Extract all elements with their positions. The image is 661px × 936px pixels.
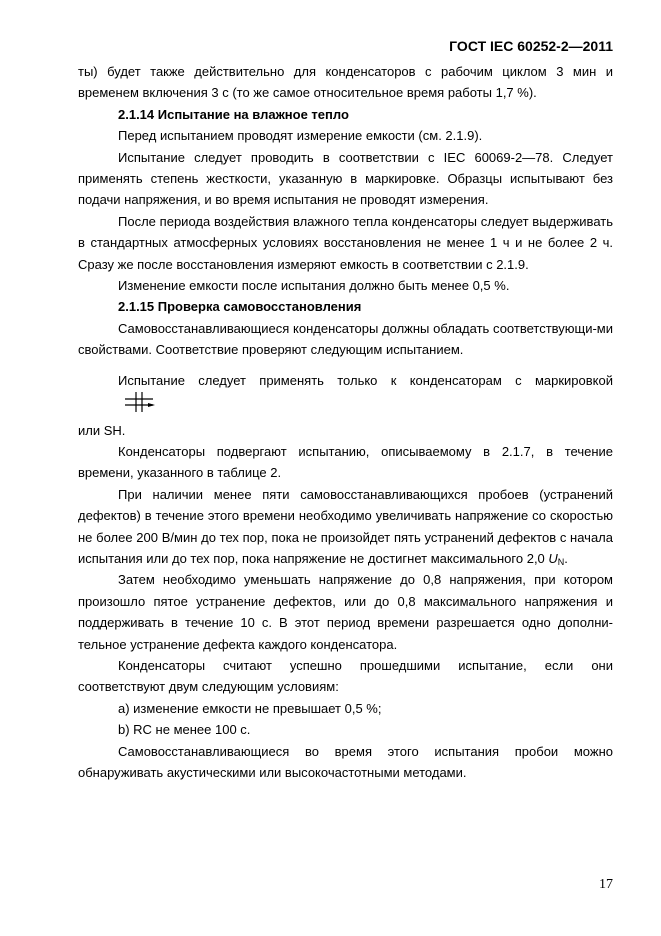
voltage-subscript: N <box>557 556 565 567</box>
voltage-variable: U <box>548 550 558 566</box>
paragraph: Испытание следует проводить в соответствии с IEC 60069-2—78. Следует применять степень жесткости, указанную в маркировке. Образцы испытывают без подачи напряжения, и во время испытания не проводят измерения. <box>78 149 613 208</box>
self-healing-capacitor-symbol-icon <box>84 391 156 419</box>
paragraph: Изменение емкости после испытания должно быть менее 0,5 %. <box>118 278 510 294</box>
page-number: 17 <box>599 877 613 892</box>
paragraph: Конденсаторы подвергают испытанию, описываемому в 2.1.7, в течение времени, указанного в таблице 2. <box>78 443 613 481</box>
paragraph-text: Испытание следует применять только к конденсаторам с маркировкой <box>118 372 613 388</box>
paragraph: Перед испытанием проводят измерение емкости (см. 2.1.9). <box>118 128 483 144</box>
document-code: ГОСТ IEC 60252-2—2011 <box>449 38 613 54</box>
paragraph: Самовосстанавливающиеся во время этого испытания пробои можно обнаруживать акустическими или высокочастотными методами. <box>78 743 613 780</box>
paragraph: Самовосстанавливающиеся конденсаторы должны обладать соответствующи-ми свойствами. Соответствие проверяют следующим испытанием. <box>78 320 613 358</box>
paragraph: Затем необходимо уменьшать напряжение до 0,8 напряжения, при котором произошло пятое устранение дефектов, или до 0,8 максимального напряжения и поддерживать в течение 10 с. В этот период времени разрешается одно дополни-тельное устранение дефекта каждого конденсатора. <box>78 572 613 652</box>
section-heading-2-1-15: 2.1.15 Проверка самовосстановления <box>118 299 362 315</box>
section-heading-2-1-14: 2.1.14 Испытание на влажное тепло <box>118 106 349 122</box>
paragraph-end: . <box>564 550 568 566</box>
paragraph: Конденсаторы считают успешно прошедшими испытание, если они соответствуют двум следующим условиям: <box>78 657 613 695</box>
paragraph: После периода воздействия влажного тепла конденсаторы следует выдерживать в стандартных атмосферных условиях восстановления не менее 1 ч и не более 2 ч. Сразу же после восстановления измеряют емкость в соответствии с 2.1.9. <box>78 213 613 272</box>
paragraph-text: При наличии менее пяти самовосстанавливающихся пробоев (устранений дефектов) в течение этого времени необходимо увеличивать напряжение со скоростью не более 200 В/мин до тех пор, пока не произойдет пять устранений дефектов с начала испытания или до тех пор, пока напряжение не достигнет максимального 2,0 <box>78 486 613 566</box>
paragraph-marking <box>78 370 613 420</box>
list-item: b) RC не менее 100 с. <box>118 722 251 738</box>
list-item: a) изменение емкости не превышает 0,5 %; <box>118 700 382 716</box>
page-body <box>78 61 613 783</box>
paragraph <box>78 484 613 570</box>
paragraph-text: или SH. <box>78 422 126 438</box>
paragraph-continuation: ты) будет также действительно для конденсаторов с рабочим циклом 3 мин и временем включения 3 с (то же самое относительное время работы 1,7 %). <box>78 64 613 101</box>
